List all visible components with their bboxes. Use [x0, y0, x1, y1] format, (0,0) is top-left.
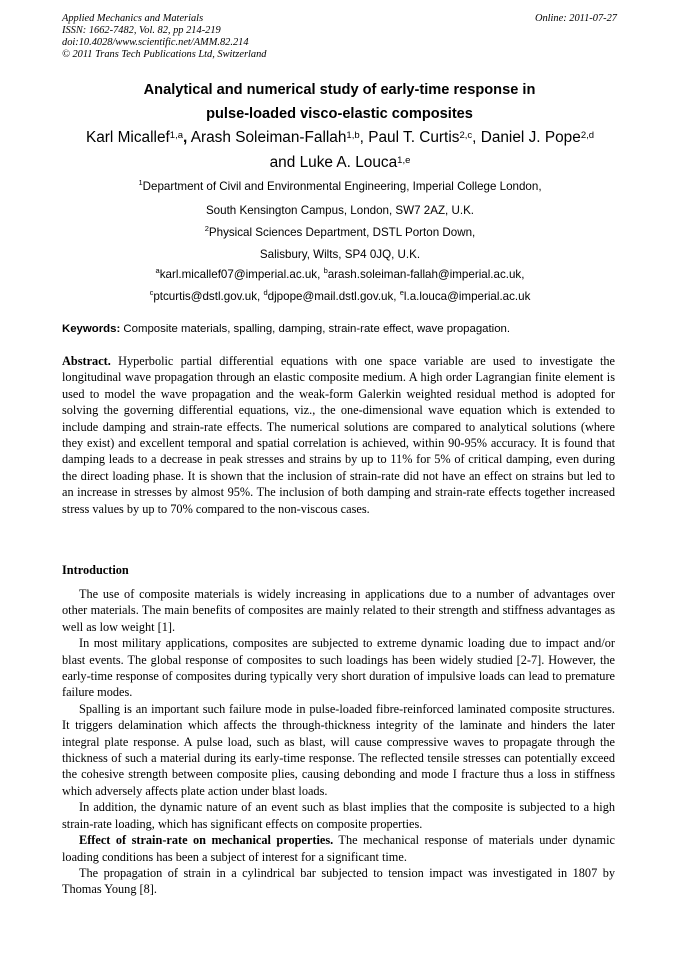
email-line-2: [40, 290, 640, 303]
email-link[interactable]: ptcurtis@dstl.gov.uk,: [153, 290, 264, 303]
author-affil-mark: 2,d: [580, 130, 595, 141]
email-link[interactable]: l.a.louca@imperial.ac.uk: [403, 290, 531, 303]
keywords-label: Keywords:: [62, 323, 121, 335]
affiliation-2-line-2: Salisbury, Wilts, SP4 0JQ, U.K.: [259, 248, 421, 261]
author-affil-mark: 1,b: [346, 130, 360, 141]
author-affil-mark: 2,c: [459, 130, 473, 141]
author-affil-mark: 1,a: [169, 130, 184, 141]
author-name: Paul T. Curtis: [368, 129, 460, 146]
affil-text: Physical Sciences Department, DSTL Porton Down,: [208, 226, 476, 239]
subheading-strain-rate: Effect of strain-rate on mechanical properties.: [79, 833, 334, 848]
affil-mark: 2: [204, 224, 209, 233]
affiliation-2-line-1: [40, 226, 640, 239]
author-joiner: and: [269, 154, 296, 171]
email-link[interactable]: djpope@mail.dstl.gov.uk,: [267, 290, 400, 303]
email-mark: b: [323, 266, 328, 275]
copyright-line: © 2011 Trans Tech Publications Ltd, Switzerland: [62, 49, 267, 60]
paragraph: The use of composite materials is widely increasing in applications due to a number of advantages over other materials. The main benefits of composites are mainly related to their strength and stiffness advantages as well as low weight [1].: [62, 587, 615, 634]
keywords: [62, 323, 622, 335]
journal-name: Applied Mechanics and Materials: [62, 13, 204, 24]
paper-title-line-1: Analytical and numerical study of early-time response in: [143, 82, 536, 98]
affiliation-1-line-2: South Kensington Campus, London, SW7 2AZ, U.K.: [205, 204, 475, 217]
abstract: [62, 353, 615, 517]
email-mark: d: [263, 288, 268, 297]
affil-mark: 1: [138, 178, 143, 187]
paragraph-text: The mechanical response of materials under dynamic loading conditions has been a subject of interest for a significant time.: [62, 833, 615, 864]
author-name: Karl Micallef: [85, 129, 170, 146]
email-mark: a: [155, 266, 160, 275]
affiliation-1-line-1: [40, 180, 640, 193]
author-name: Daniel J. Pope: [480, 129, 581, 146]
paragraph: In addition, the dynamic nature of an event such as blast implies that the composite is subjected to a high strain-rate loading, which has significant effects on composite properties.: [62, 800, 615, 831]
author-list: Karl Micallef$^{1,a}$, Arash Soleiman-Fallah$^{1,b}$, Paul T. Curtis$^{2,c}$, Daniel J. Pope$^{2,d}$ and Luke A. Louca$^{1,e}$: [85, 129, 595, 171]
email-link[interactable]: karl.micallef07@imperial.ac.uk,: [159, 268, 324, 281]
author-name: Luke A. Louca: [299, 154, 398, 171]
online-date: Online: 2011-07-27: [534, 13, 617, 24]
affil-text: Department of Civil and Environmental Engineering, Imperial College London,: [142, 180, 542, 193]
issn-line: ISSN: 1662-7482, Vol. 82, pp 214-219: [62, 25, 221, 36]
email-mark: e: [399, 288, 404, 297]
section-heading-introduction: Introduction: [62, 563, 129, 577]
email-line-1: [40, 268, 640, 281]
email-link[interactable]: arash.soleiman-fallah@imperial.ac.uk,: [327, 268, 525, 281]
abstract-label: Abstract.: [62, 354, 111, 368]
author-affil-mark: 1,e: [397, 155, 411, 166]
keywords-text: Composite materials, spalling, damping, strain-rate effect, wave propagation.: [120, 323, 511, 335]
doi-line: doi:10.4028/www.scientific.net/AMM.82.214: [62, 37, 249, 48]
journal-header: [62, 13, 617, 61]
email-mark: c: [149, 288, 154, 297]
paragraph: In most military applications, composites are subjected to extreme dynamic loading due to impact and/or blast events. The global response of composites to such loadings has been widely studied [2-7]. However, the early-time response of composites during typically very short duration of impulsive loads can lead to premature failure modes.: [62, 636, 615, 700]
introduction-body: [62, 586, 615, 898]
paragraph: Spalling is an important such failure mode in pulse-loaded fibre-reinforced laminated composite structures. It triggers delamination which affects the through-thickness integrity of the laminate and hinders the later integral plate response. A pulse load, such as blast, will cause compressive waves to propagate through the thickness of such a material during its early-time response. The reflected tensile stresses can potentially exceed the cohesive strength between composite plies, causing debonding and mode I fracture thus a loss in stiffness which adversely affects plate action under blast loads.: [62, 701, 615, 798]
paper-title-line-2: pulse-loaded visco-elastic composites: [206, 106, 473, 122]
paragraph: The propagation of strain in a cylindrical bar subjected to tension impact was investigated in 1807 by Thomas Young [8].: [62, 865, 615, 897]
abstract-text: Hyperbolic partial differential equations with one space variable are used to investigate the longitudinal wave propagation through an elastic composite medium. A high order Lagrangian finite element is used to model the wave propagation and the weak-form Galerkin weighted residual method is adopted for solving the governing differential equations, viz., the one-dimensional wave equation which is extended to include damping and strain-rate effects. The numerical solutions are compared to analytical solutions (where they exist) and excellent temporal and spatial correlation is achieved, within 90-95% accuracy. It is found that damping leads to a decrease in peak stresses and strains by up to 11% for 5% of critical damping, even during the direct loading phase. It is shown that the inclusion of strain-rate did not have an effect on strains but led to an increase in stresses by almost 95%. The inclusion of both damping and strain-rate effects together increased stress values by up to 70% compared to the non-viscous cases.: [62, 354, 615, 516]
paragraph: [62, 832, 615, 865]
author-name: Arash Soleiman-Fallah: [190, 129, 347, 146]
